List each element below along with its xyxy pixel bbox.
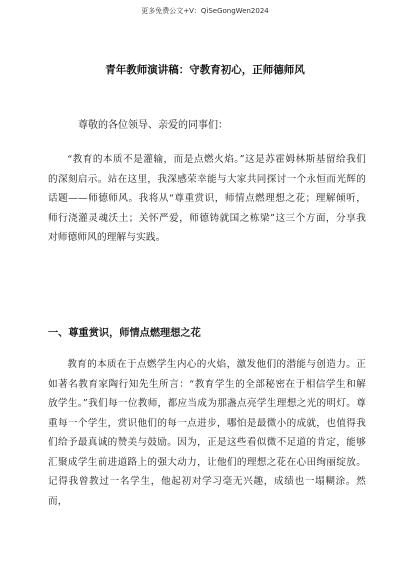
paragraph-intro: “教育的本质不是灌输，而是点燃火焰。”这是苏霍姆林斯基留给我们的深刻启示。站在这里，我深感荣幸能与大家共同探讨一个永恒而光辉的话题——师德师风。我将从“尊重赏识，师情点燃理想之花；理解倾听，师行浇灌灵魂沃土；关怀严爱，师德铸就国之栋梁”这三个方面，分享我对师德师风的理解与实践。 (48, 154, 366, 243)
section-heading: 一、尊重赏识，师情点燃理想之花 (48, 328, 201, 339)
greeting: 尊敬的各位领导、亲爱的同事们： (78, 120, 228, 131)
document-title: 青年教师演讲稿：守教育初心，正师德师风 (105, 64, 305, 76)
paragraph-body: 教育的本质在于点燃学生内心的火焰，激发他们的潜能与创造力。正如著名教育家陶行知先生所言：“教育学生的全部秘密在于相信学生和解放学生。”我们每一位教师，都应当成为那盏点亮学生理想之光的明灯。尊重每一个学生，赏识他们的每一点进步，哪怕是最微小的成就，也值得我们给予最真诚的赞美与鼓励。因为，正是这些看似微不足道的肯定，能够汇聚成学生前进道路上的强大动力，让他们的理想之花在心田绚丽绽放。记得我曾教过一名学生，他起初对学习毫无兴趣，成绩也一塌糊涂。然而， (48, 359, 366, 507)
header-note: 更多免费公文+V：QiSeGongWen2024 (141, 7, 269, 15)
